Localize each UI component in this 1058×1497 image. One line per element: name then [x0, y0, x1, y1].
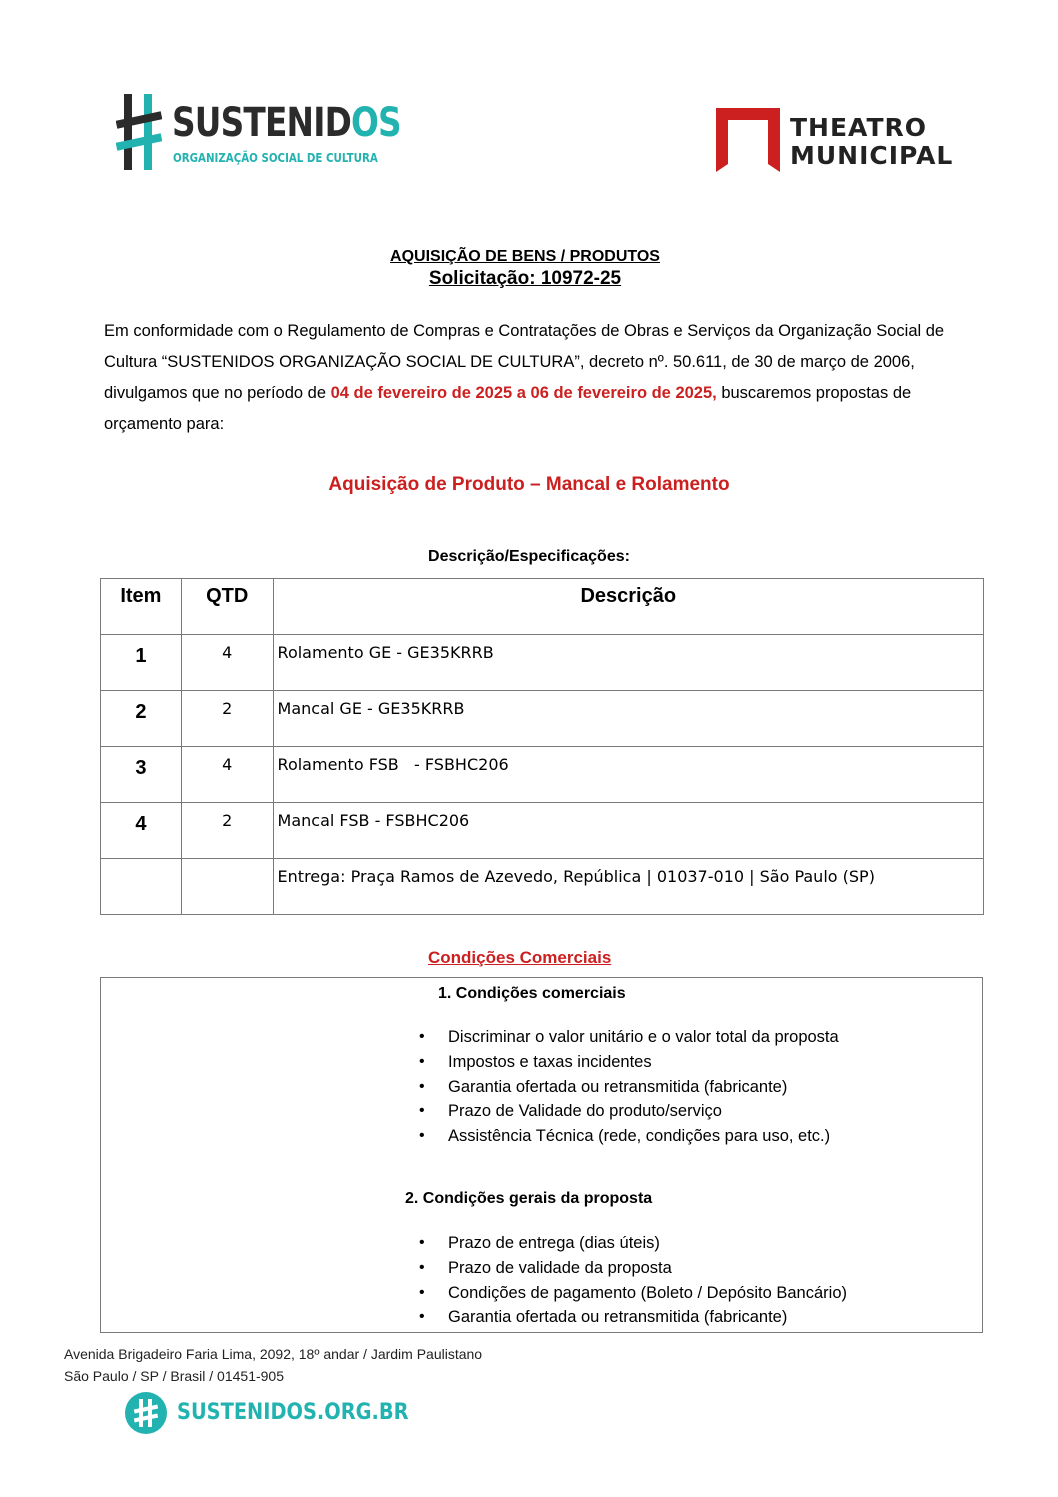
item-number: 4	[101, 803, 182, 859]
item-desc: Mancal GE - GE35KRRB	[273, 691, 983, 747]
list-item: • Garantia ofertada ou retransmitida (fabricante)	[419, 1305, 847, 1330]
empty-cell	[181, 859, 273, 915]
item-desc: Rolamento GE - GE35KRRB	[273, 635, 983, 691]
conditions-box	[100, 977, 983, 1333]
section2-list	[419, 1231, 847, 1330]
item-qty: 4	[181, 747, 273, 803]
hash-logo-icon	[116, 94, 162, 170]
address-line: São Paulo / SP / Brasil / 01451-905	[64, 1367, 284, 1384]
table-row	[101, 747, 984, 803]
item-number: 3	[101, 747, 182, 803]
address-line: Avenida Brigadeiro Faria Lima, 2092, 18º andar / Jardim Paulistano	[64, 1346, 483, 1362]
table-row	[101, 691, 984, 747]
logo-subtitle: ORGANIZAÇÃO SOCIAL DE CULTURA	[173, 150, 378, 165]
item-desc: Rolamento FSB - FSBHC206	[273, 747, 983, 803]
theatro-municipal-logo	[716, 108, 956, 174]
sustenidos-logo	[116, 94, 401, 172]
item-number: 1	[101, 635, 182, 691]
list-item: • Impostos e taxas incidentes	[419, 1050, 839, 1075]
list-item: • Prazo de validade da proposta	[419, 1256, 847, 1281]
list-item: • Discriminar o valor unitário e o valor total da proposta	[419, 1025, 839, 1050]
document-title: AQUISIÇÃO DE BENS / PRODUTOS	[390, 248, 660, 265]
list-item: • Assistência Técnica (rede, condições para uso, etc.)	[419, 1124, 839, 1149]
conditions-title: Condições Comerciais	[428, 948, 612, 967]
theatro-mark-icon	[716, 108, 780, 172]
subject-heading: Aquisição de Produto – Mancal e Rolamento	[328, 474, 730, 495]
footer-address	[64, 1344, 482, 1387]
header-desc: Descrição	[273, 579, 983, 635]
delivery-address: Entrega: Praça Ramos de Azevedo, República | 01037-010 | São Paulo (SP)	[273, 859, 983, 915]
item-qty: 2	[181, 691, 273, 747]
header-qty: QTD	[181, 579, 273, 635]
period-highlight: 04 de fevereiro de 2025 a 06 de fevereiro de 2025,	[330, 384, 717, 402]
table-row	[101, 635, 984, 691]
empty-cell	[101, 859, 182, 915]
spec-title: Descrição/Especificações:	[428, 548, 630, 565]
section1-heading: 1. Condições comerciais	[438, 985, 626, 1002]
items-table	[100, 578, 984, 915]
intro-paragraph: Em conformidade com o Regulamento de Compras e Contratações de Obras e Serviços da Organização Social de Cultura “SUSTENIDOS ORGANIZAÇÃO SOCIAL DE CULTURA”, decreto nº. 50.611, de 30 de março de 2006, divulgamos que no período de 04 de fevereiro de 2025 a 06 de fevereiro de 2025, buscaremos propostas de orçamento para:	[104, 322, 945, 433]
section2-heading: 2. Condições gerais da proposta	[405, 1190, 653, 1207]
item-number: 2	[101, 691, 182, 747]
section1-list	[419, 1025, 839, 1149]
header-item: Item	[101, 579, 182, 635]
table-row	[101, 803, 984, 859]
delivery-row	[101, 859, 984, 915]
list-item: • Prazo de entrega (dias úteis)	[419, 1231, 847, 1256]
request-number: Solicitação: 10972-25	[428, 268, 622, 289]
logo-wordmark: SUSTENIDOS	[172, 100, 401, 146]
list-item: • Garantia ofertada ou retransmitida (fabricante)	[419, 1075, 839, 1100]
item-desc: Mancal FSB - FSBHC206	[273, 803, 983, 859]
footer-logo	[125, 1392, 409, 1436]
theatro-wordmark: THEATRO MUNICIPAL	[790, 113, 954, 170]
list-item: • Condições de pagamento (Boleto / Depósito Bancário)	[419, 1281, 847, 1306]
list-item: • Prazo de Validade do produto/serviço	[419, 1099, 839, 1124]
hash-circle-icon	[125, 1392, 167, 1434]
item-qty: 2	[181, 803, 273, 859]
table-header-row	[101, 579, 984, 635]
footer-site-link[interactable]: SUSTENIDOS.ORG.BR	[177, 1400, 409, 1425]
item-qty: 4	[181, 635, 273, 691]
